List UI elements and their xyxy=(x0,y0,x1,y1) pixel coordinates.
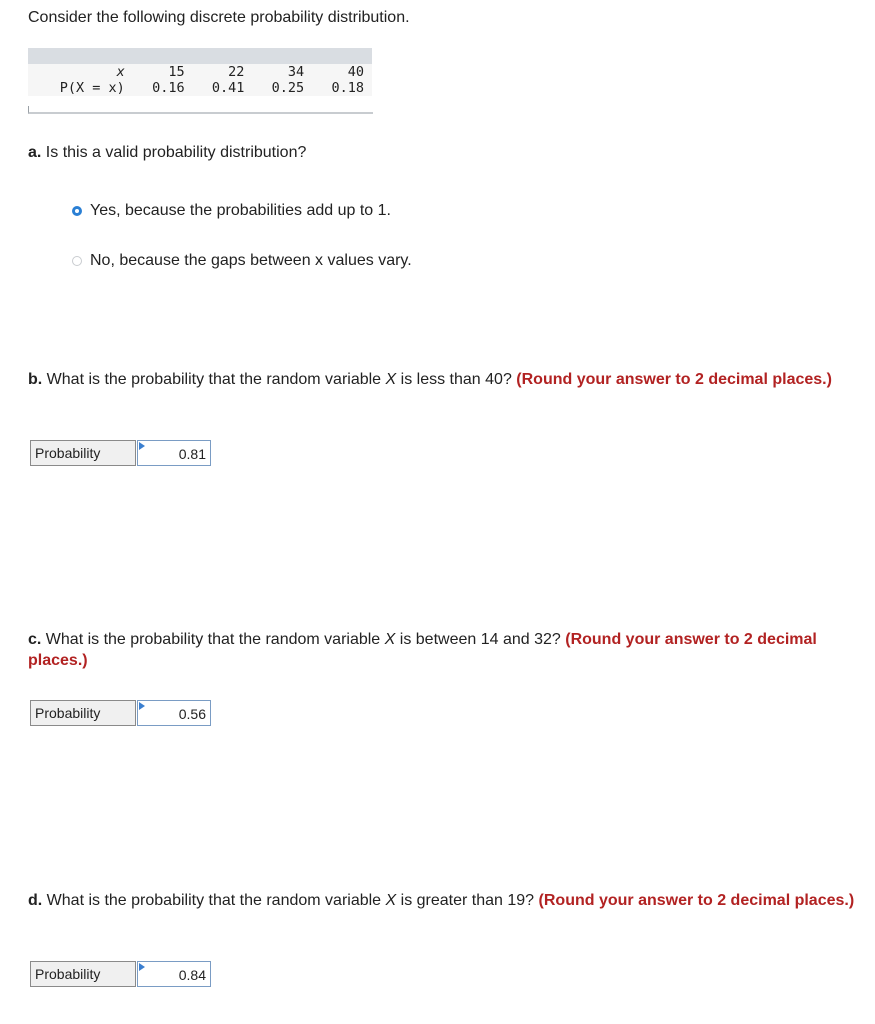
answer-b-label: Probability xyxy=(30,440,136,466)
question-d-text-post: is greater than 19? xyxy=(400,892,535,909)
answer-row-d xyxy=(30,961,211,987)
question-a xyxy=(28,142,873,163)
intro-text: Consider the following discrete probability distribution. xyxy=(28,9,410,26)
question-b xyxy=(28,369,873,390)
question-c xyxy=(28,629,873,671)
flag-icon xyxy=(139,963,145,971)
option-no[interactable] xyxy=(72,252,412,270)
answer-row-c xyxy=(30,700,211,726)
question-a-text: Is this a valid probability distribution? xyxy=(45,144,307,161)
flag-icon xyxy=(139,702,145,710)
p-label: P(X = x) xyxy=(59,80,125,96)
question-b-text-post: is less than 40? xyxy=(400,371,512,388)
x-value: 34 xyxy=(287,64,305,80)
radio-unselected-icon[interactable] xyxy=(72,256,82,266)
distribution-table xyxy=(28,64,372,96)
distribution-table-bottom-border xyxy=(28,106,373,114)
distribution-table-wrap xyxy=(28,48,372,96)
p-value: 0.18 xyxy=(331,80,364,96)
x-label: x xyxy=(116,64,125,80)
option-no-label: No, because the gaps between x values vary. xyxy=(90,252,412,269)
question-c-round-note: (Round your answer to 2 decimal places.) xyxy=(28,631,817,669)
x-value: 22 xyxy=(228,64,245,80)
answer-d-input[interactable] xyxy=(137,961,211,987)
p-value: 0.16 xyxy=(152,80,185,96)
question-d-text-pre: What is the probability that the random variable xyxy=(46,892,382,909)
p-row xyxy=(28,80,372,96)
option-yes[interactable] xyxy=(72,202,391,220)
question-d-round-note: (Round your answer to 2 decimal places.) xyxy=(538,892,855,909)
question-d xyxy=(28,890,873,911)
answer-d-label: Probability xyxy=(30,961,136,987)
question-d-variable: X xyxy=(385,892,397,909)
x-value: 15 xyxy=(168,64,185,80)
answer-c-value: 0.56 xyxy=(178,706,206,722)
question-c-variable: X xyxy=(384,631,396,648)
question-d-letter: d. xyxy=(28,892,43,909)
radio-selected-icon[interactable] xyxy=(72,206,82,216)
question-b-letter: b. xyxy=(28,371,43,388)
answer-b-input[interactable] xyxy=(137,440,211,466)
x-row xyxy=(28,64,372,80)
question-b-text-pre: What is the probability that the random variable xyxy=(46,371,382,388)
answer-row-b xyxy=(30,440,211,466)
option-yes-label: Yes, because the probabilities add up to 1. xyxy=(90,202,391,219)
answer-b-value: 0.81 xyxy=(178,446,206,462)
p-value: 0.41 xyxy=(211,80,245,96)
question-a-letter: a. xyxy=(28,144,42,161)
question-c-text-post: is between 14 and 32? xyxy=(399,631,561,648)
x-value: 40 xyxy=(347,64,364,80)
question-b-variable: X xyxy=(385,371,397,388)
distribution-header-bar xyxy=(28,48,372,64)
p-value: 0.25 xyxy=(271,80,305,96)
answer-c-label: Probability xyxy=(30,700,136,726)
question-b-round-note: (Round your answer to 2 decimal places.) xyxy=(516,371,832,388)
question-c-letter: c. xyxy=(28,631,42,648)
question-c-text-pre: What is the probability that the random variable xyxy=(45,631,381,648)
flag-icon xyxy=(139,442,145,450)
answer-c-input[interactable] xyxy=(137,700,211,726)
answer-d-value: 0.84 xyxy=(178,967,206,983)
